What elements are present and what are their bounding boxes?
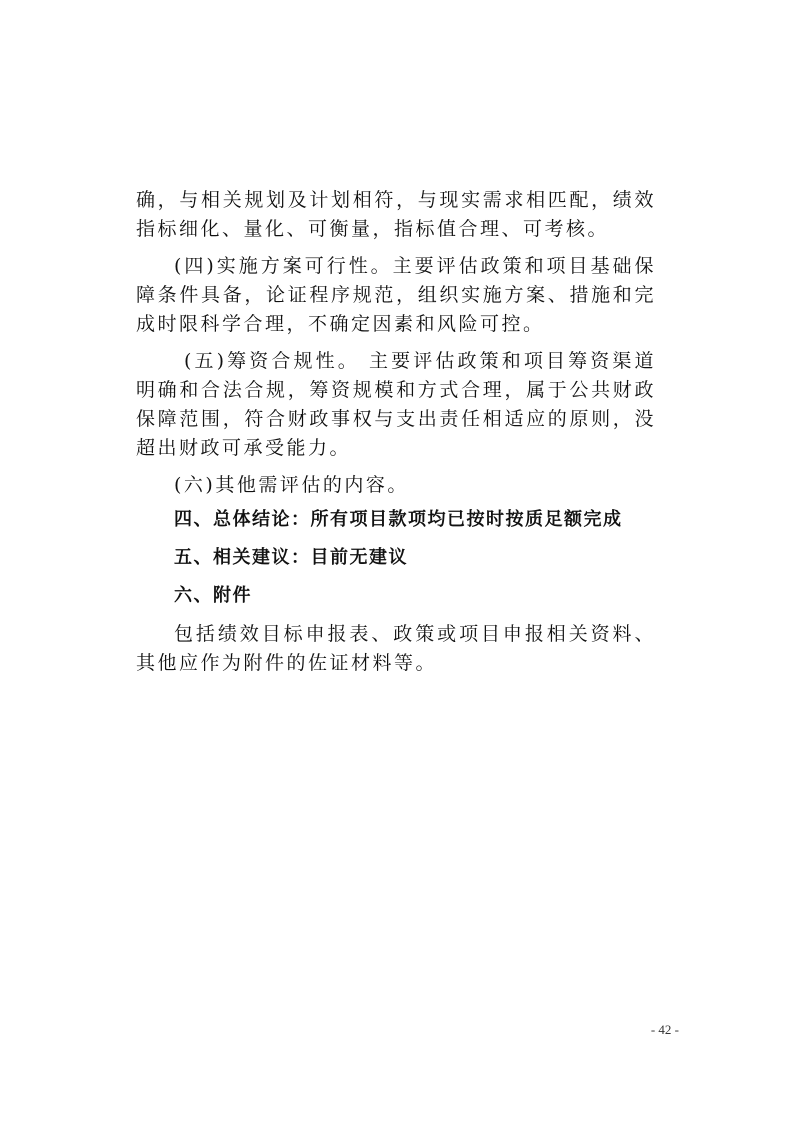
paragraph-implementation-feasibility: (四)实施方案可行性。主要评估政策和项目基础保障条件具备，论证程序规范，组织实施方案、措施和完成时限科学合理，不确定因素和风险可控。: [136, 255, 656, 335]
paragraph-performance-indicators: 确，与相关规划及计划相符，与现实需求相匹配，绩效指标细化、量化、可衡量，指标值合理、可考核。: [136, 189, 656, 240]
paragraph-attachments-description: 包括绩效目标申报表、政策或项目申报相关资料、其他应作为附件的佐证材料等。: [136, 623, 656, 674]
heading-recommendations: 五、相关建议：目前无建议: [174, 547, 408, 568]
document-body: [136, 186, 656, 686]
heading-attachments: 六、附件: [174, 585, 252, 606]
paragraph-other-evaluation: (六)其他需评估的内容。: [174, 474, 409, 496]
paragraph-funding-compliance: (五)筹资合规性。 主要评估政策和项目筹资渠道明确和合法合规，筹资规模和方式合理，属于公共财政保障范围，符合财政事权与支出责任相适应的原则，没超出财政可承受能力。: [136, 350, 656, 459]
page-number: - 42 -: [650, 1022, 679, 1037]
heading-overall-conclusion: 四、总体结论：所有项目款项均已按时按质足额完成: [174, 509, 623, 530]
